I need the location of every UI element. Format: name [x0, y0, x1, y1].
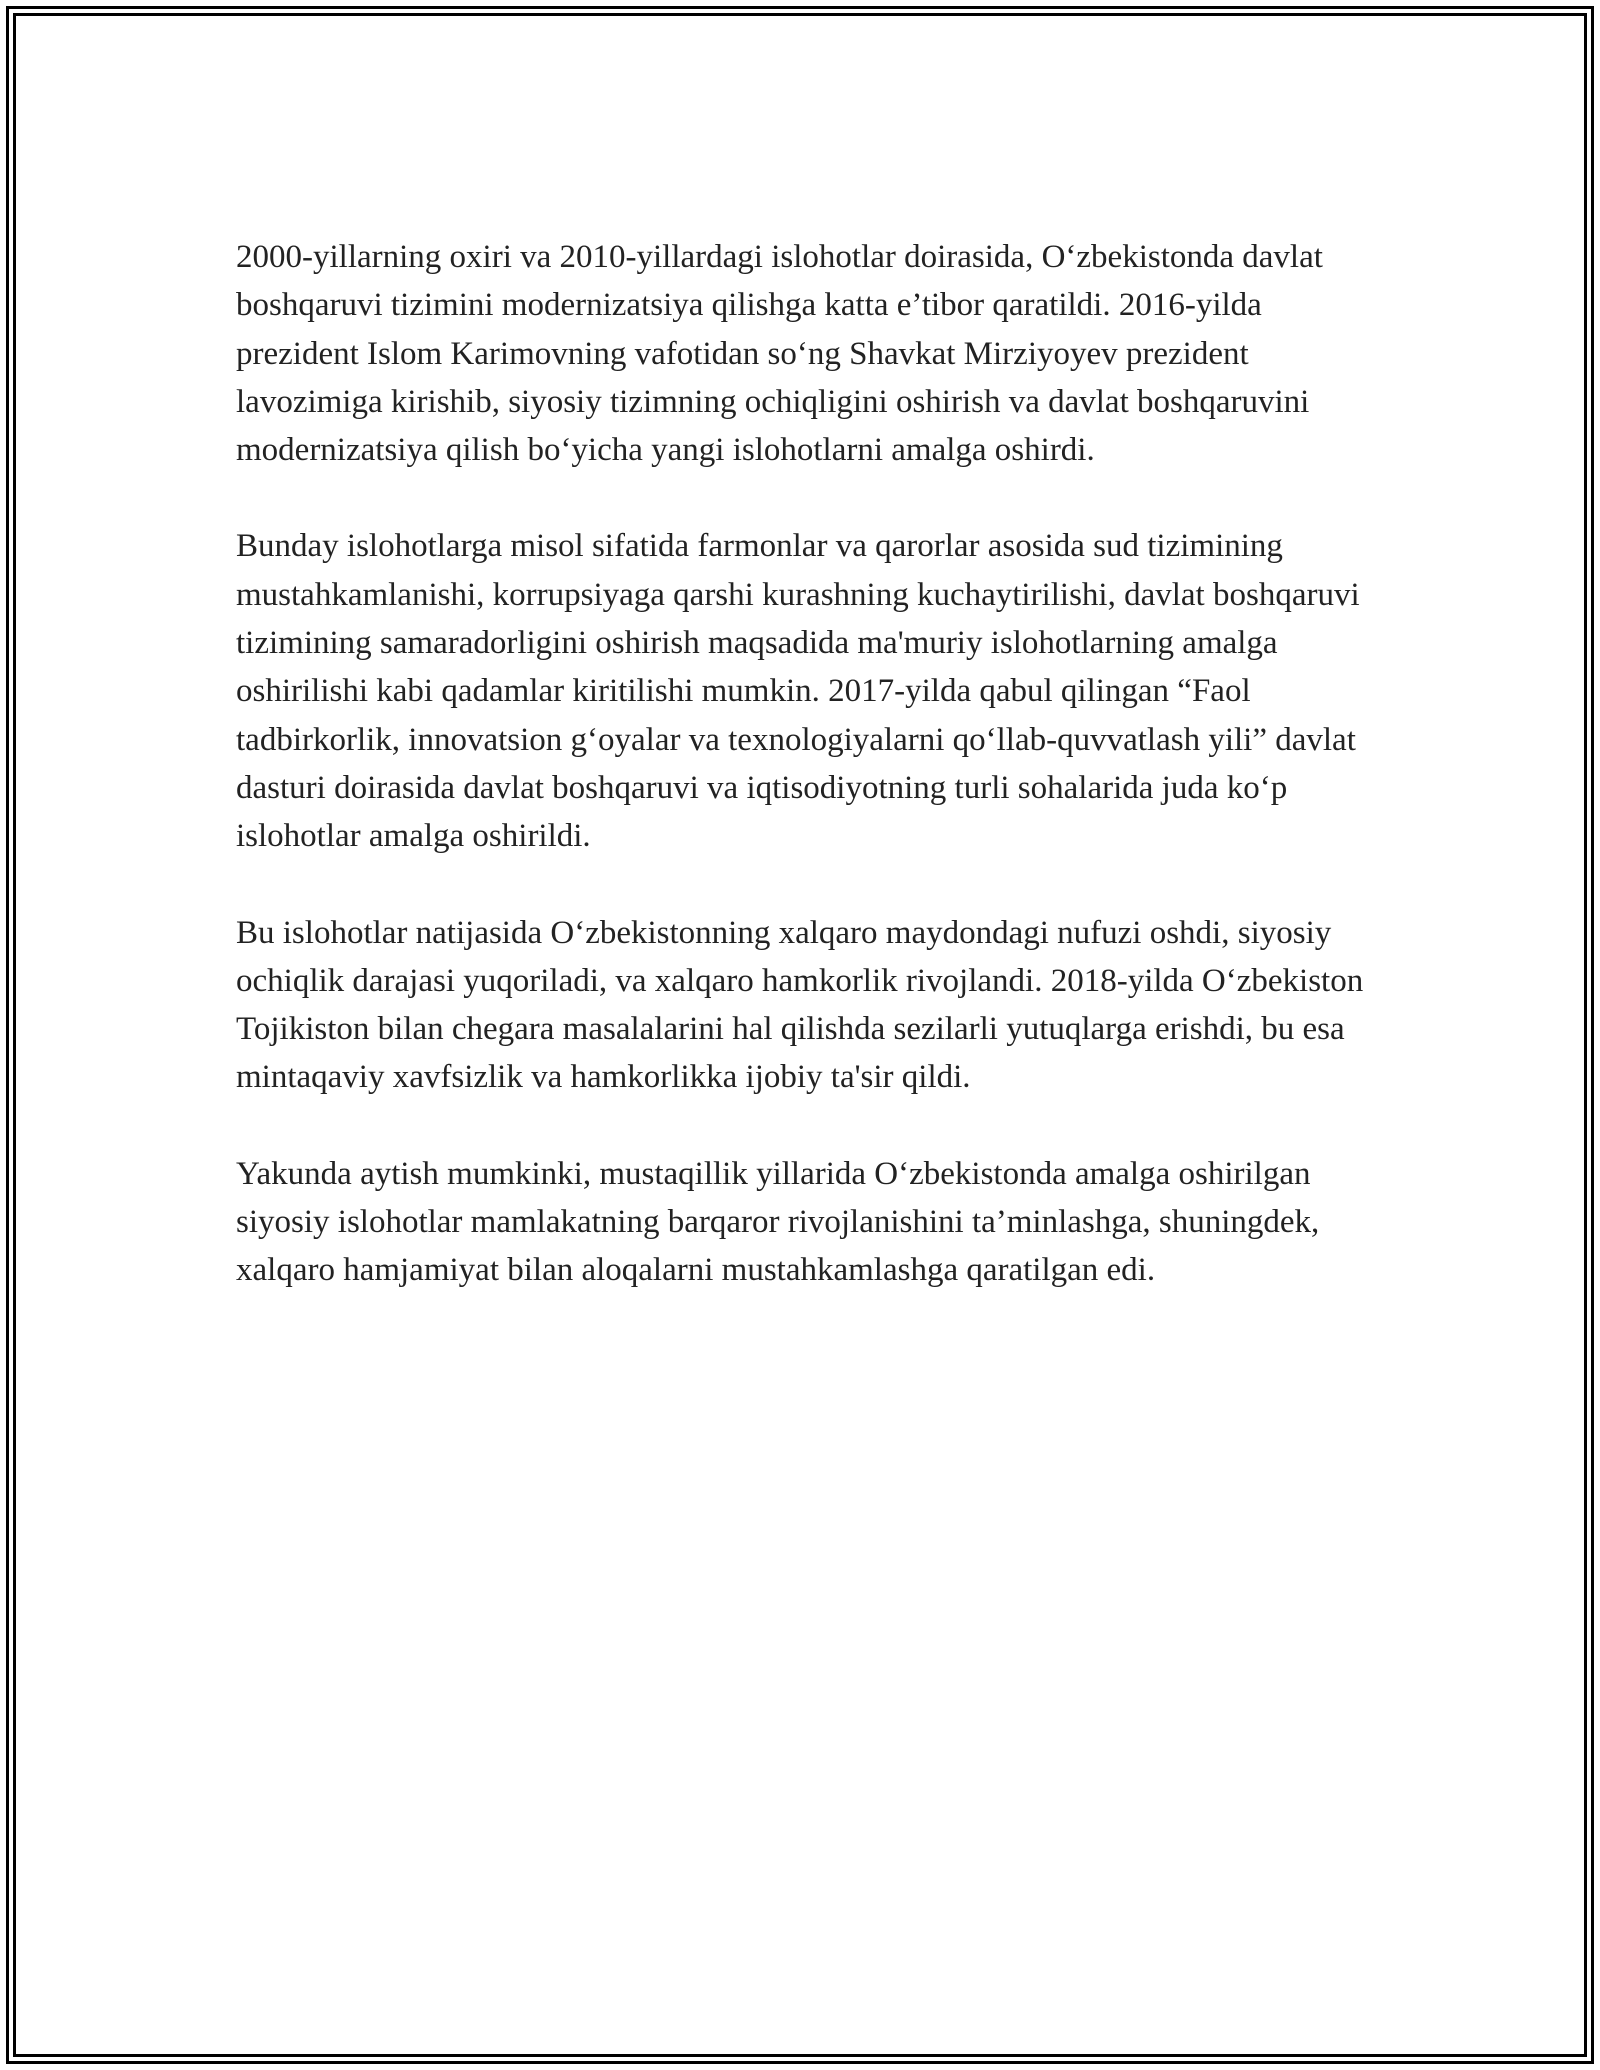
- document-body: [236, 233, 1366, 1343]
- paragraph-3: Bu islohotlar natijasida O‘zbekistonning xalqaro maydondagi nufuzi oshdi, siyosiy ochiqlik darajasi yuqoriladi, va xalqaro hamkorlik rivojlandi. 2018-yilda O‘zbekiston Tojikiston bilan chegara masalalarini hal qilishda sezilarli yutuqlarga erishdi, bu esa mintaqaviy xavfsizlik va hamkorlikka ijobiy ta'sir qildi.: [236, 914, 1364, 1096]
- paragraph-2: Bunday islohotlarga misol sifatida farmonlar va qarorlar asosida sud tizimining mustahkamlanishi, korrupsiyaga qarshi kurashning kuchaytirilishi, davlat boshqaruvi tizimining samaradorligini oshirish maqsadida ma'muriy islohotlarning amalga oshirilishi kabi qadamlar kiritilishi mumkin. 2017-yilda qabul qilingan “Faol tadbirkorlik, innovatsion g‘oyalar va texnologiyalarni qo‘llab-quvvatlash yili” davlat dasturi doirasida davlat boshqaruvi va iqtisodiyotning turli sohalarida juda ko‘p islohotlar amalga oshirildi.: [236, 528, 1360, 855]
- paragraph-4: Yakunda aytish mumkinki, mustaqillik yillarida O‘zbekistonda amalga oshirilgan siyosiy islohotlar mamlakatning barqaror rivojlanishini ta’minlashga, shuningdek, xalqaro hamjamiyat bilan aloqalarni mustahkamlashga qaratilgan edi.: [236, 1155, 1320, 1289]
- paragraph-1: 2000-yillarning oxiri va 2010-yillardagi islohotlar doirasida, O‘zbekistonda davlat boshqaruvi tizimini modernizatsiya qilishga katta e’tibor qaratildi. 2016-yilda prezident Islom Karimovning vafotidan so‘ng Shavkat Mirziyoyev prezident lavozimiga kirishib, siyosiy tizimning ochiqligini oshirish va davlat boshqaruvini modernizatsiya qilish bo‘yicha yangi islohotlarni amalga oshirdi.: [236, 239, 1323, 469]
